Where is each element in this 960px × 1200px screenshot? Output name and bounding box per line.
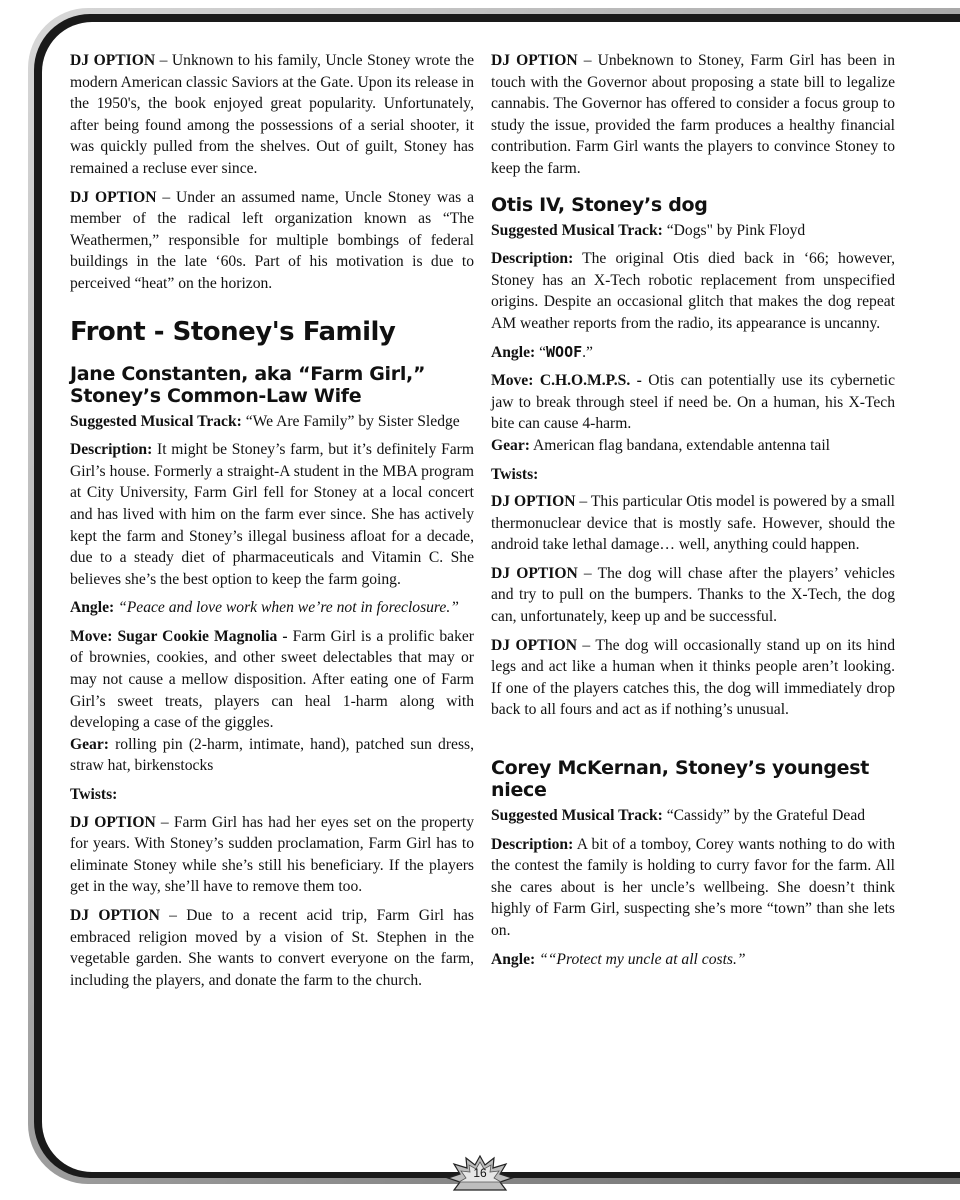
- page-content: [70, 50, 896, 1160]
- description-text: The original Otis died back in ‘66; however, Stoney has an X-Tech robotic replacement from unspecified origins. Despite an occasional glitch that makes the dog repeat AM weather reports from the radio, its appearance is uncanny.: [491, 250, 895, 332]
- angle-quote-close: .”: [582, 343, 593, 361]
- dj-option-label: DJ OPTION: [70, 188, 157, 206]
- angle-quote-open: “: [535, 343, 547, 361]
- track-value: “We Are Family” by Sister Sledge: [241, 412, 460, 430]
- page-number: 16: [473, 1166, 487, 1180]
- move-text: Farm Girl is a prolific baker of brownies, cookies, and other sweet delectables that may or may not cause a mellow disposition. After eating one of Farm Girl’s sweet treats, players can heal 1-harm along with developing a case of the giggles.: [70, 627, 474, 732]
- description: [491, 248, 895, 334]
- dj-option-label: DJ OPTION: [70, 813, 156, 831]
- right-column: [491, 50, 895, 1160]
- dj-option-label: DJ OPTION: [491, 493, 576, 511]
- move-label: Move: Sugar Cookie Magnolia -: [70, 627, 288, 645]
- twists-label: Twists:: [491, 465, 539, 483]
- track-value: “Cassidy” by the Grateful Dead: [662, 807, 866, 825]
- angle-text: ““Protect my uncle at all costs.”: [535, 950, 746, 968]
- description: [70, 439, 474, 590]
- dj-option-label: DJ OPTION: [70, 52, 156, 69]
- dj-option-paragraph: [491, 491, 895, 556]
- move-label: Move: C.H.O.M.P.S. -: [491, 372, 642, 390]
- dj-option-text: – Unbeknown to Stoney, Farm Girl has been in touch with the Governor about proposing a state bill to legalize cannabis. The Governor has offered to consider a focus group to study the issue, provided the farm produces a healthy financial contribution. Farm Girl wants the players to convince Stoney to keep the farm.: [491, 52, 895, 177]
- description-label: Description:: [70, 441, 153, 459]
- dj-option-paragraph: [70, 905, 474, 991]
- move: [491, 370, 895, 435]
- description-label: Description:: [491, 250, 574, 268]
- gear: [70, 734, 474, 777]
- dj-option-paragraph: [70, 187, 474, 295]
- angle-label: Angle:: [491, 950, 536, 968]
- npc-heading-otis: Otis IV, Stoney’s dog: [491, 193, 708, 216]
- description-label: Description:: [491, 835, 574, 853]
- angle-woof: WOOF: [546, 342, 583, 361]
- angle: [491, 949, 895, 971]
- description-text: A bit of a tomboy, Corey wants nothing to do with the contest the family is holding to curry favor for the farm. All she cares about is her uncle’s wellbeing. She doesn’t think highly of Farm Girl, suspecting she’s more “town” than she lets on.: [491, 835, 895, 939]
- front-title: Front - Stoney's Family: [70, 316, 396, 347]
- description: [491, 834, 895, 942]
- gear-text: American flag bandana, extendable antenna tail: [529, 436, 831, 454]
- move-text: Otis can potentially use its cybernetic jaw to break through steel if need be. On a human, his X-Tech bite can cause 4-harm.: [491, 372, 896, 433]
- dj-option-label: DJ OPTION: [491, 52, 578, 69]
- description-text: It might be Stoney’s farm, but it’s definitely Farm Girl’s house. Formerly a straight-A student in the MBA program at City University, Farm Girl fell for Stoney at a local concert and has lived with him on the farm ever since. She has actively kept the farm and Stoney’s illegal business afloat for a decade, due to a steady diet of pharmaceuticals and Vitamin C. She believes she’s the best option to keep the farm going.: [70, 441, 474, 588]
- gear-label: Gear:: [70, 735, 109, 753]
- musical-track: [70, 411, 474, 433]
- dj-option-paragraph: [491, 635, 895, 721]
- angle: [491, 342, 895, 364]
- dj-option-paragraph: [70, 50, 474, 180]
- dj-option-label: DJ OPTION: [491, 564, 578, 582]
- npc-heading-corey: Corey McKernan, Stoney’s youngest niece: [491, 757, 870, 802]
- dj-option-text: – Unknown to his family, Uncle Stoney wrote the modern American classic Saviors at the Gate. Upon its release in the 1950's, the book enjoyed great popularity. Unfortunately, after being found among the possessions of a serial shooter, it was quickly pulled from the shelves. Out of guilt, Stoney has remained a recluse ever since.: [70, 52, 475, 177]
- musical-track: [491, 805, 895, 827]
- angle-label: Angle:: [70, 599, 115, 617]
- dj-option-paragraph: [491, 563, 895, 628]
- dj-option-text: – Due to a recent acid trip, Farm Girl has embraced religion moved by a vision of St. Stephen in the vegetable garden. She wants to convert everyone on the farm, including the players, and donate the farm to the church.: [70, 907, 474, 989]
- dj-option-paragraph: [491, 50, 895, 180]
- dj-option-text: – The dog will chase after the players’ vehicles and try to pull on the bumpers. Thanks to the X-Tech, the dog can, unfortunately, keep up and be successful.: [491, 564, 895, 626]
- dj-option-text: – The dog will occasionally stand up on its hind legs and act like a human when it thinks people aren’t looking. If one of the players catches this, the dog will immediately drop back to all fours and act as if nothing’s unusual.: [491, 636, 895, 719]
- angle-label: Angle:: [491, 343, 536, 361]
- angle-text: “Peace and love work when we’re not in foreclosure.”: [114, 599, 459, 617]
- dj-option-text: – Under an assumed name, Uncle Stoney was a member of the radical left organization known as “The Weathermen,” responsible for multiple bombings of federal buildings in the late ‘60s. Part of his motivation is due to perceived “heat” on the horizon.: [70, 188, 474, 292]
- track-label: Suggested Musical Track:: [70, 412, 242, 430]
- left-column: [70, 50, 474, 1160]
- twists-label: Twists:: [70, 786, 118, 804]
- gear: [491, 435, 895, 457]
- dj-option-label: DJ OPTION: [491, 636, 577, 654]
- npc-heading-farm-girl: Jane Constanten, aka “Farm Girl,” Stoney’s Common-Law Wife: [70, 362, 426, 407]
- dj-option-text: – This particular Otis model is powered by a small thermonuclear device that is mostly safe. However, should the android take lethal damage… well, anything could happen.: [491, 493, 895, 554]
- gear-text: rolling pin (2-harm, intimate, hand), patched sun dress, straw hat, birkenstocks: [70, 735, 474, 775]
- track-value: “Dogs" by Pink Floyd: [662, 221, 806, 239]
- track-label: Suggested Musical Track:: [491, 221, 663, 239]
- gear-label: Gear:: [491, 436, 530, 454]
- track-label: Suggested Musical Track:: [491, 807, 663, 825]
- page-number-badge: [446, 1154, 514, 1192]
- dj-option-paragraph: [70, 812, 474, 898]
- musical-track: [491, 220, 895, 242]
- dj-option-text: – Farm Girl has had her eyes set on the property for years. With Stoney’s sudden proclamation, Farm Girl has to eliminate Stoney while she’s still his beneficiary. If the players get in the way, she’ll have to remove them too.: [70, 813, 474, 896]
- move: [70, 626, 474, 734]
- dj-option-label: DJ OPTION: [70, 907, 160, 924]
- angle: [70, 597, 474, 619]
